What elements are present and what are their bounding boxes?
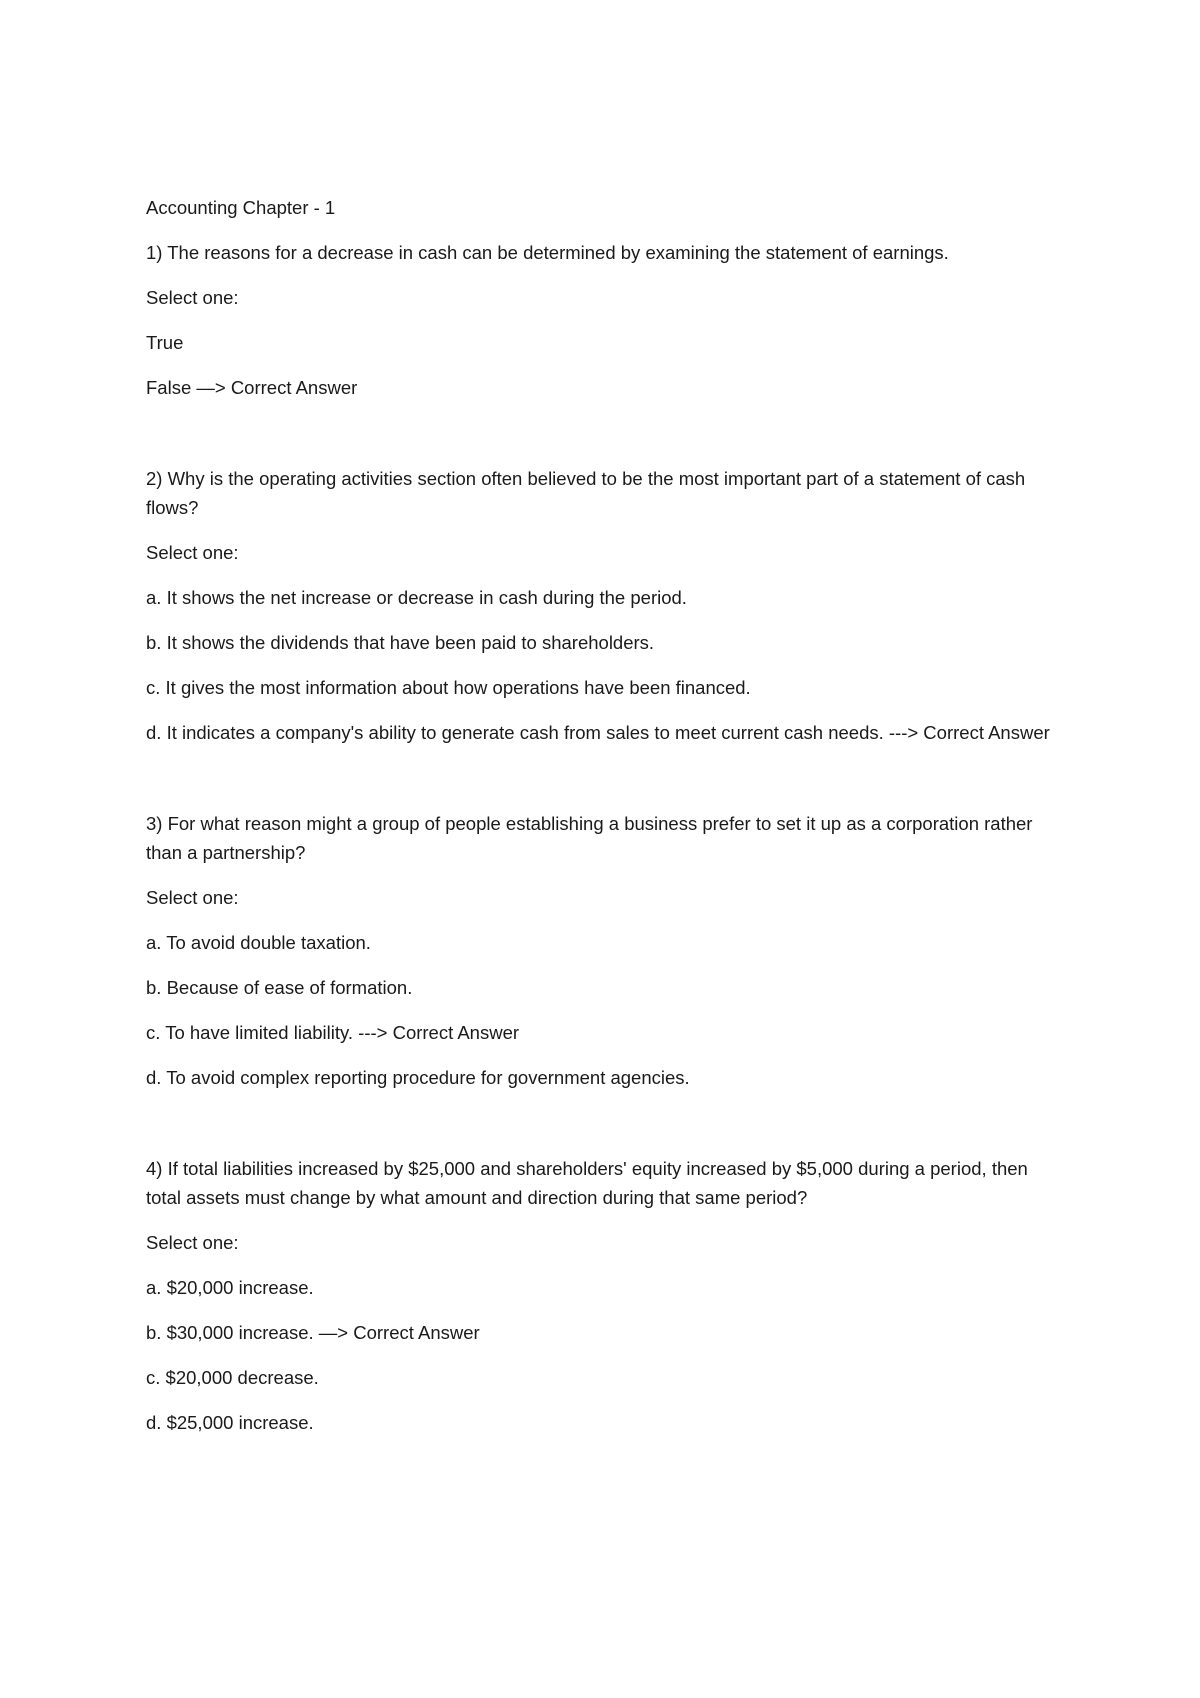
select-one-label: Select one: [146, 887, 239, 908]
answer-option: d. $25,000 increase. [146, 1412, 314, 1433]
question-1 [146, 238, 1066, 402]
question-3 [146, 809, 1066, 1092]
select-one-label: Select one: [146, 287, 239, 308]
document-title: Accounting Chapter - 1 [146, 197, 336, 218]
select-one-label: Select one: [146, 542, 239, 563]
answer-option: c. $20,000 decrease. [146, 1367, 319, 1388]
answer-option: b. $30,000 increase. —> Correct Answer [146, 1322, 480, 1343]
answer-option: c. It gives the most information about how operations have been financed. [146, 677, 751, 698]
answer-option: d. It indicates a company's ability to generate cash from sales to meet current cash needs. ---> Correct Answer [146, 722, 1050, 743]
answer-option: b. It shows the dividends that have been paid to shareholders. [146, 632, 655, 653]
question-text: 2) Why is the operating activities section often believed to be the most important part of a statement of cash flows? [146, 468, 1026, 518]
answer-option: True [146, 332, 184, 353]
question-4 [146, 1154, 1066, 1437]
document-content [146, 193, 1066, 1437]
answer-option: a. To avoid double taxation. [146, 932, 371, 953]
question-text: 3) For what reason might a group of people establishing a business prefer to set it up as a corporation rather than a partnership? [146, 813, 1033, 863]
answer-option: c. To have limited liability. ---> Correct Answer [146, 1022, 520, 1043]
question-2 [146, 464, 1066, 747]
question-text: 1) The reasons for a decrease in cash can be determined by examining the statement of earnings. [146, 242, 949, 263]
select-one-label: Select one: [146, 1232, 239, 1253]
answer-option: False —> Correct Answer [146, 377, 358, 398]
answer-option: b. Because of ease of formation. [146, 977, 413, 998]
answer-option: d. To avoid complex reporting procedure for government agencies. [146, 1067, 690, 1088]
answer-option: a. $20,000 increase. [146, 1277, 314, 1298]
question-text: 4) If total liabilities increased by $25,000 and shareholders' equity increased by $5,000 during a period, then total assets must change by what amount and direction during that same period? [146, 1158, 1028, 1208]
answer-option: a. It shows the net increase or decrease in cash during the period. [146, 587, 687, 608]
